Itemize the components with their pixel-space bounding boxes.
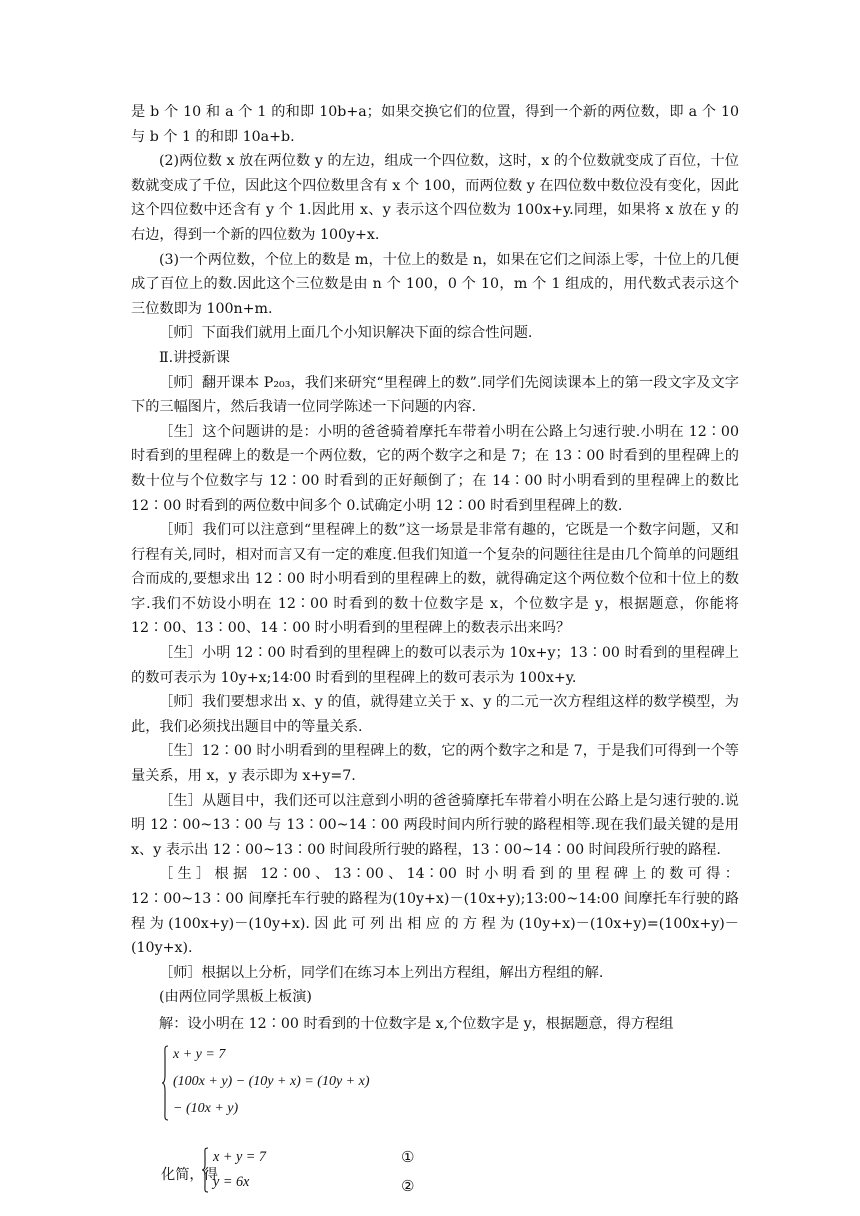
paragraph-7: ［生］这个问题讲的是：小明的爸爸骑着摩托车带着小明在公路上匀速行驶.小明在 12∶00 时看到的里程碑上的数是一个两位数，它的两个数字之和是 7；在 13∶00 时看到的里程碑上的数十位与个位数字与 12∶00 时看到的正好颠倒了；在 14∶00 时小明看到的里程碑上的数比 12∶00 时看到的两位数中间多个 0.试确定小明 12∶00 时看到里程碑上的数.: [131, 423, 739, 514]
simplified-equation-2: y = 6x: [213, 1173, 250, 1190]
document-body: [131, 100, 739, 1205]
left-brace-icon: [161, 1045, 169, 1121]
paragraph-4: ［师］下面我们就用上面几个小知识解决下面的综合性问题.: [159, 325, 533, 342]
section-heading: Ⅱ.讲授新课: [159, 349, 230, 366]
system-equation-3: − (10x + y): [173, 1100, 239, 1116]
system-equation-2: (100x + y) − (10y + x) = (10y + x): [173, 1073, 370, 1089]
paragraph-9: ［生］小明 12∶00 时看到的里程碑上的数可以表示为 10x+y；13∶00 时看到的里程碑上的数可表示为 10y+x;14∶00 时看到的里程碑上的数可表示为 100x+y.: [131, 645, 739, 686]
paragraph-1: 是 b 个 10 和 a 个 1 的和即 10b+a；如果交换它们的位置，得到一个新的两位数，即 a 个 10 与 b 个 1 的和即 10a+b.: [131, 104, 739, 145]
solution-intro: 解：设小明在 12∶00 时看到的十位数字是 x,个位数字是 y，根据题意，得方程组: [159, 1015, 674, 1032]
simplified-label: 化简，得: [161, 1166, 218, 1183]
paragraph-13: ［生］根据 12∶00、13∶00、14∶00 时小明看到的里程碑上的数可得：12∶00~13∶00 间摩托车行驶的路程为(10y+x)－(10x+y);13:00~14:00 间摩托车行驶的路程为(100x+y)－(10y+x).因此可列出相应的方程为(10y+x)－(10x+y)=(100x+y)－(10y+x).: [131, 866, 739, 957]
paragraph-11: ［生］12∶00 时小明看到的里程碑上的数，它的两个数字之和是 7，于是我们可得到一个等量关系，用 x，y 表示即为 x+y=7.: [131, 743, 739, 785]
paragraph-2: (2)两位数 x 放在两位数 y 的左边，组成一个四位数，这时，x 的个位数就变成了百位，十位数就变成了千位，因此这个四位数里含有 x 个 100，而两位数 y 在四位数中数位没有变化，因此这个四位数中还含有 y 个 1.因此用 x、y 表示这个四位数为 100x+y.同理，如果将 x 放在 y 的右边，得到一个新的四位数为 100y+x.: [131, 153, 739, 243]
paragraph-6: ［师］翻开课本 P₂₀₃，我们来研究“里程碑上的数”.同学们先阅读课本上的第一段文字及文字下的三幅图片，然后我请一位同学陈述一下问题的内容.: [131, 374, 739, 416]
paragraph-14: ［师］根据以上分析，同学们在练习本上列出方程组，解出方程组的解.: [159, 964, 604, 981]
equation-system: [161, 1043, 739, 1125]
left-brace-icon: [201, 1147, 209, 1193]
system-equation-1: x + y = 7: [173, 1046, 226, 1062]
simplified-equation-1: x + y = 7: [213, 1148, 267, 1165]
equation-mark-2: ②: [401, 1176, 415, 1195]
paragraph-8: ［师］我们可以注意到“里程碑上的数”这一场景是非常有趣的，它既是一个数字问题，又和行程有关,同时，相对而言又有一定的难度.但我们知道一个复杂的问题往往是由几个简单的问题组合而成的,要想求出 12∶00 时小明看到的里程碑上的数，就得确定这个两位数个位和十位上的数字.我们不妨设小明在 12∶00 时看到的数十位数字是 x，个位数字是 y，根据题意，你能将 12∶00、13∶00、14∶00 时小明看到的里程碑上的数表示出来吗？: [131, 522, 739, 637]
paragraph-10: ［师］我们要想求出 x、y 的值，就得建立关于 x、y 的二元一次方程组这样的数学模型，为此，我们必须找出题目中的等量关系.: [131, 694, 739, 735]
paragraph-12: ［生］从题目中，我们还可以注意到小明的爸爸骑摩托车带着小明在公路上是匀速行驶的.说明 12∶00~13∶00 与 13∶00~14∶00 两段时间内所行驶的路程相等.现在我们最关键的是用 x、y 表示出 12∶00~13∶00 时间段所行驶的路程，13∶00~14∶00 时间段所行驶的路程.: [131, 792, 739, 858]
paragraph-3: (3)一个两位数，个位上的数是 m，十位上的数是 n，如果在它们之间添上零，十位上的几便成了百位上的数.因此这个三位数是由 n 个 100，0 个 10，m 个 1 组成的，用代数式表示这个三位数即为 100n+m.: [131, 251, 739, 317]
paragraph-15: (由两位同学黑板上板演): [159, 989, 312, 1006]
equation-mark-1: ①: [401, 1147, 415, 1166]
simplified-system: [161, 1145, 739, 1205]
